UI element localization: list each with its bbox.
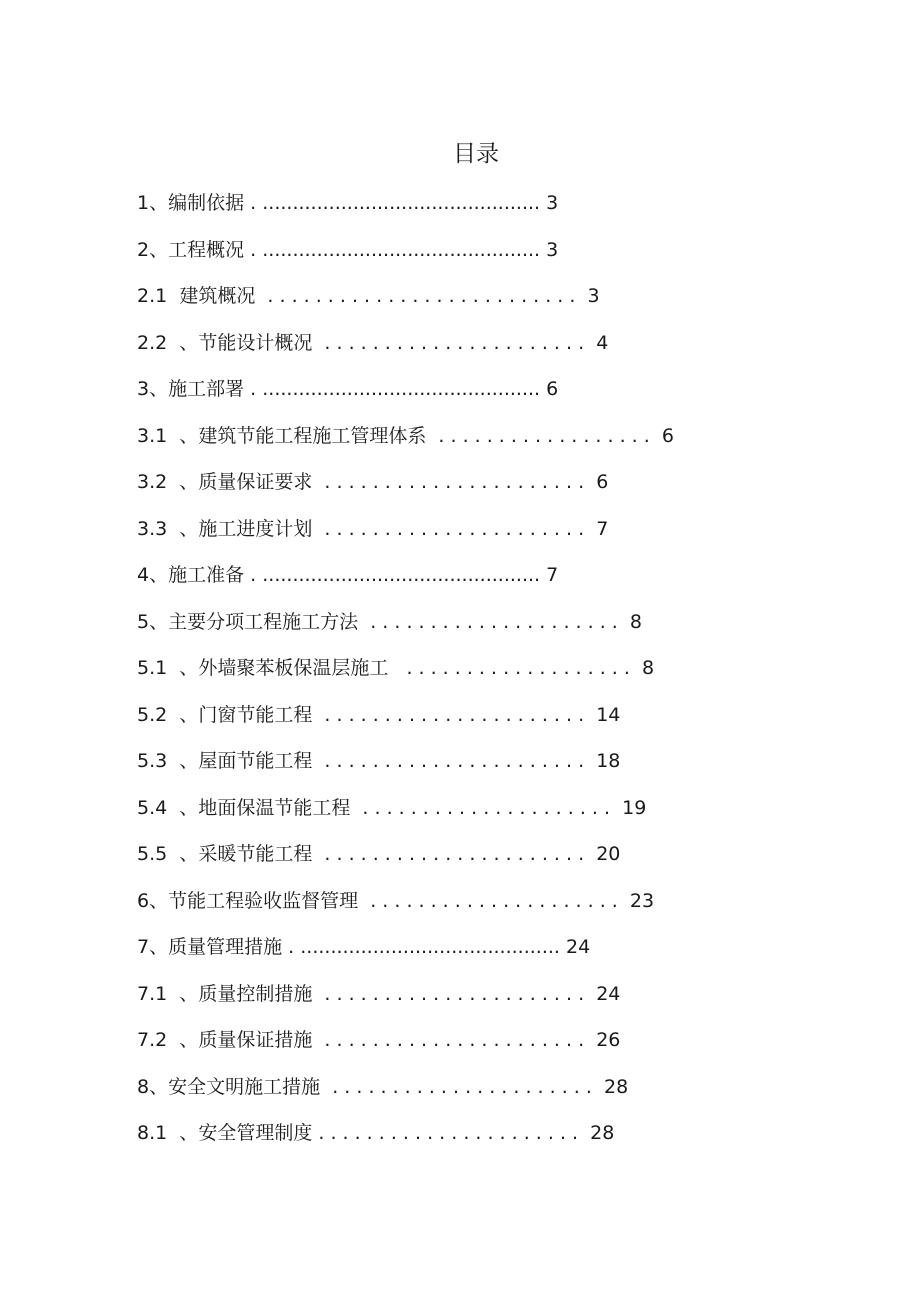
toc-entry-leader: . ..............................................: [244, 564, 547, 586]
toc-entry-number: 3.1: [137, 424, 168, 447]
toc-entry-page: 20: [596, 843, 621, 865]
toc-entry-page: 23: [629, 889, 655, 912]
toc-entry-leader: . . . . . . . . . . . . . . . . . . . . . .: [312, 517, 597, 540]
toc-entry[interactable]: [137, 1070, 697, 1117]
toc-entry[interactable]: [137, 512, 697, 559]
toc-entry-leader: . . . . . . . . . . . . . . . . . . . . .: [350, 796, 623, 819]
toc-entry-separator: 、: [167, 750, 199, 772]
toc-entry-title: 建筑节能工程施工管理体系: [198, 424, 427, 447]
toc-entry-separator: 、: [149, 378, 169, 400]
toc-entry-page: 7: [546, 564, 559, 586]
toc-entry-separator: 、: [167, 471, 199, 493]
toc-entry-leader: . . . . . . . . . . . . . . . . . . . . . . . . . .: [255, 285, 588, 307]
toc-entry-page: 8: [629, 610, 642, 633]
toc-entry-page: 8: [642, 657, 655, 679]
toc-entry-title: 主要分项工程施工方法: [168, 610, 359, 633]
toc-entry-title: 安全文明施工措施: [168, 1075, 321, 1098]
toc-entry-leader: . . . . . . . . . . . . . . . . . . . . . .: [320, 1075, 604, 1098]
toc-entry-number: 2: [137, 238, 150, 261]
toc-entry-number: 2.2: [137, 331, 168, 354]
toc-entry-page: 26: [596, 1029, 621, 1051]
toc-entry-number: 4: [137, 564, 150, 586]
toc-entry-page: 6: [596, 471, 609, 493]
toc-entry-number: 3.3: [137, 517, 168, 540]
toc-entry-separator: 、: [167, 1029, 199, 1051]
toc-entry-separator: 、: [149, 936, 169, 958]
toc-entry-separator: 、: [167, 796, 199, 819]
toc-entry-separator: 、: [149, 889, 169, 912]
toc-entry-page: 28: [603, 1075, 629, 1098]
toc-entry-separator: 、: [149, 564, 169, 586]
toc-entry[interactable]: [137, 279, 697, 326]
toc-entry-separator: 、: [167, 331, 199, 354]
toc-entry-number: 5.3: [137, 750, 168, 772]
toc-entry[interactable]: [137, 186, 697, 233]
toc-entry-separator: 、: [167, 982, 199, 1005]
toc-entry-title: 施工准备: [168, 564, 245, 586]
page-title: 目录: [453, 141, 499, 167]
toc-entry[interactable]: [137, 930, 697, 977]
toc-entry-title: 地面保温节能工程: [198, 796, 351, 819]
toc-entry-leader: . . . . . . . . . . . . . . . . . . . . . .: [312, 703, 597, 726]
toc-entry-title: 工程概况: [168, 238, 245, 261]
toc-entry[interactable]: [137, 698, 697, 745]
toc-entry-number: 5.2: [137, 703, 168, 726]
toc-entry-page: 3: [546, 238, 559, 261]
toc-entry-separator: [167, 279, 179, 313]
toc-entry-title: 施工部署: [168, 378, 245, 400]
toc-entry-title: 节能工程验收监督管理: [168, 889, 359, 912]
toc-entry-number: 3.2: [137, 471, 168, 493]
toc-entry[interactable]: [137, 1023, 697, 1070]
toc-entry[interactable]: [137, 465, 697, 512]
toc-entry-number: 7.2: [137, 1029, 168, 1051]
toc-entry-page: 28: [590, 1122, 615, 1144]
toc-entry-page: 18: [596, 750, 621, 772]
toc-entry-separator: 、: [167, 1122, 199, 1144]
toc-entry-leader: . . . . . . . . . . . . . . . . . . . . . .: [312, 1122, 591, 1144]
toc-entry-separator: 、: [167, 657, 199, 679]
toc-entry-leader: . . . . . . . . . . . . . . . . . . . . . .: [312, 1029, 597, 1051]
toc-entry-separator: 、: [167, 703, 199, 726]
toc-entry-title: 编制依据: [168, 192, 245, 214]
table-of-contents: [137, 186, 697, 1163]
toc-entry-separator: 、: [149, 238, 169, 261]
toc-entry[interactable]: [137, 605, 697, 652]
toc-entry[interactable]: [137, 884, 697, 931]
toc-entry-number: 8: [137, 1075, 150, 1098]
toc-entry-title: 门窗节能工程: [198, 703, 313, 726]
toc-entry[interactable]: [137, 558, 697, 605]
toc-entry-page: 6: [546, 378, 559, 400]
toc-entry-number: 2.1: [137, 285, 168, 307]
toc-entry[interactable]: [137, 791, 697, 838]
toc-entry-number: 1: [137, 192, 150, 214]
toc-entry-title: 质量保证措施: [198, 1029, 313, 1051]
toc-entry-leader: . ..............................................: [244, 378, 547, 400]
toc-entry[interactable]: [137, 651, 697, 698]
toc-entry-separator: 、: [149, 1075, 169, 1098]
toc-entry-title: 施工进度计划: [198, 517, 313, 540]
toc-entry-separator: 、: [167, 843, 199, 865]
toc-entry-number: 5.5: [137, 843, 168, 865]
toc-entry-leader: . ..............................................: [244, 192, 547, 214]
toc-entry-page: 3: [546, 192, 559, 214]
toc-entry-leader: . ...........................................: [282, 936, 566, 958]
toc-entry-number: 5: [137, 610, 150, 633]
toc-entry-title: 质量管理措施: [168, 936, 283, 958]
toc-entry-number: 6: [137, 889, 150, 912]
toc-entry-separator: 、: [167, 424, 199, 447]
toc-entry-number: 5.4: [137, 796, 168, 819]
toc-entry-leader: . . . . . . . . . . . . . . . . . . . . .: [358, 610, 630, 633]
toc-entry-page: 14: [596, 703, 621, 726]
toc-entry[interactable]: [137, 372, 697, 419]
toc-entry[interactable]: [137, 977, 697, 1024]
toc-entry[interactable]: [137, 744, 697, 791]
toc-entry-title: 安全管理制度: [198, 1122, 313, 1144]
toc-entry-title: 建筑概况: [179, 285, 256, 307]
toc-entry[interactable]: [137, 326, 697, 373]
toc-entry[interactable]: [137, 419, 697, 466]
toc-entry-leader: . . . . . . . . . . . . . . . . . . . . . .: [312, 331, 597, 354]
toc-entry-page: 6: [661, 424, 674, 447]
toc-entry-leader: . . . . . . . . . . . . . . . . . . . . . .: [312, 843, 597, 865]
toc-entry-leader: . . . . . . . . . . . . . . . . . . .: [388, 657, 642, 679]
toc-entry-title: 屋面节能工程: [198, 750, 313, 772]
toc-entry-leader: . . . . . . . . . . . . . . . . . . . . . .: [312, 982, 597, 1005]
toc-entry-number: 7: [137, 936, 150, 958]
toc-entry-separator: 、: [167, 517, 199, 540]
toc-entry[interactable]: [137, 837, 697, 884]
toc-entry-leader: . . . . . . . . . . . . . . . . . . . . .: [358, 889, 630, 912]
toc-entry-leader: . . . . . . . . . . . . . . . . . . . . . .: [312, 750, 597, 772]
toc-entry-title: 采暖节能工程: [198, 843, 313, 865]
toc-entry-title: 质量控制措施: [198, 982, 313, 1005]
toc-entry-title: 外墙聚苯板保温层施工: [198, 657, 389, 679]
toc-entry-page: 19: [622, 796, 647, 819]
toc-entry[interactable]: [137, 233, 697, 280]
toc-entry-page: 24: [596, 982, 621, 1005]
toc-entry-title: 质量保证要求: [198, 471, 313, 493]
toc-entry-page: 3: [587, 285, 600, 307]
toc-entry-leader: . . . . . . . . . . . . . . . . . .: [426, 424, 662, 447]
toc-entry[interactable]: [137, 1116, 697, 1163]
toc-entry-leader: . ..............................................: [244, 238, 547, 261]
toc-entry-number: 8.1: [137, 1122, 168, 1144]
toc-entry-number: 5.1: [137, 657, 168, 679]
toc-entry-leader: . . . . . . . . . . . . . . . . . . . . . .: [312, 471, 597, 493]
toc-entry-page: 4: [596, 331, 609, 354]
toc-entry-number: 7.1: [137, 982, 168, 1005]
toc-entry-title: 节能设计概况: [198, 331, 313, 354]
toc-entry-separator: 、: [149, 192, 169, 214]
toc-entry-number: 3: [137, 378, 150, 400]
toc-entry-separator: 、: [149, 610, 169, 633]
toc-entry-page: 7: [596, 517, 609, 540]
toc-entry-page: 24: [565, 936, 591, 958]
